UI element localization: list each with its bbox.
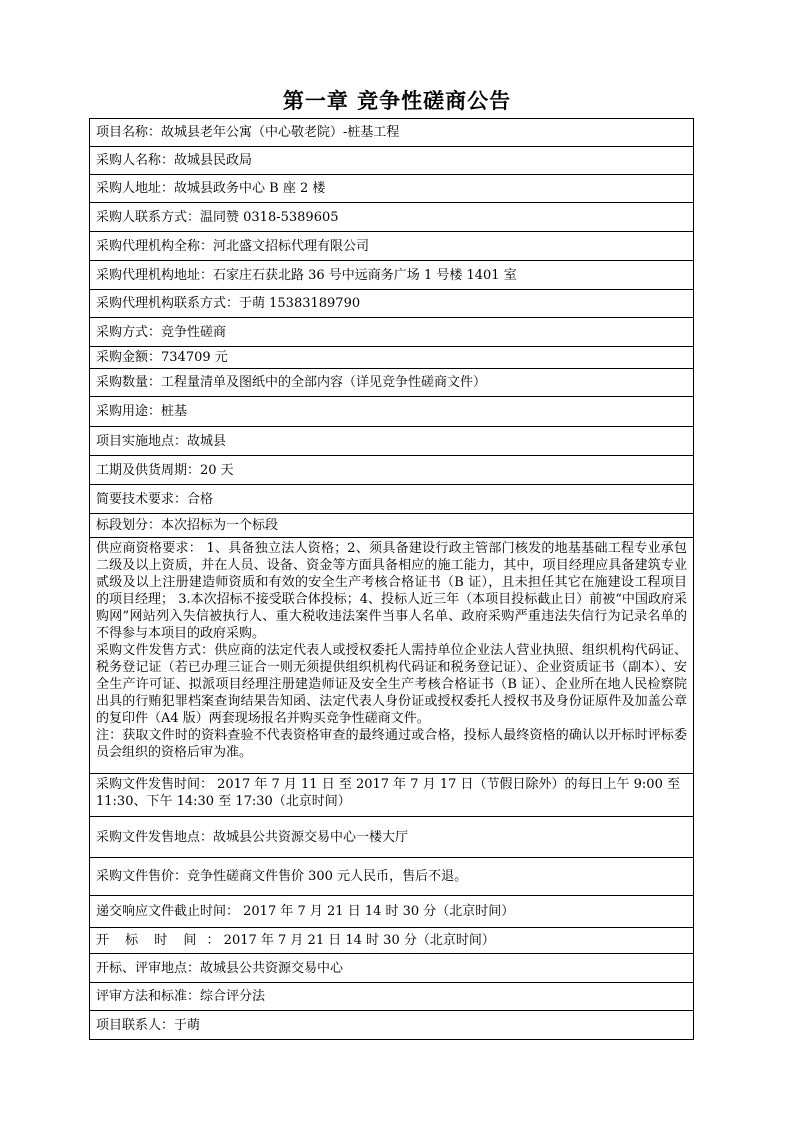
row-procurement-amount: 采购金额：734709 元	[90, 347, 694, 369]
row-sale-place: 采购文件发售地点：故城县公共资源交易中心一楼大厅	[90, 817, 694, 858]
row-agency-address: 采购代理机构地址：石家庄石获北路 36 号中远商务广场 1 号楼 1401 室	[90, 261, 694, 290]
row-schedule: 工期及供货周期：20 天	[90, 456, 694, 485]
page-title: 第一章 竞争性磋商公告	[282, 89, 512, 113]
row-procurement-usage: 采购用途：桩基	[90, 397, 694, 427]
row-purchaser-name: 采购人名称：故城县民政局	[90, 147, 694, 175]
row-sale-price: 采购文件售价：竞争性磋商文件售价 300 元人民币，售后不退。	[90, 858, 694, 896]
row-procurement-quantity: 采购数量：工程量清单及图纸中的全部内容（详见竞争性磋商文件）	[90, 369, 694, 397]
row-opening-place: 开标、评审地点：故城县公共资源交易中心	[90, 954, 694, 983]
row-purchaser-address: 采购人地址：故城县政务中心 B 座 2 楼	[90, 175, 694, 203]
row-technical-requirements: 简要技术要求：合格	[90, 485, 694, 514]
row-evaluation-method: 评审方法和标准：综合评分法	[90, 983, 694, 1011]
qualification-note: 注：获取文件时的资料查验不代表资格审查的最终通过或合格，投标人最终资格的确认以开标时评标委员会组织的资格后审为准。	[96, 728, 687, 760]
row-project-name: 项目名称：故城县老年公寓（中心敬老院）-桩基工程	[90, 119, 694, 147]
notice-table	[89, 118, 694, 1040]
opening-time-value: ： 2017 年 7 月 21 日 14 时 30 分（北京时间）	[202, 933, 495, 948]
row-agency-name: 采购代理机构全称：河北盛文招标代理有限公司	[90, 232, 694, 261]
row-agency-contact: 采购代理机构联系方式：于萌 15383189790	[90, 290, 694, 318]
row-project-contact: 项目联系人：于萌	[90, 1011, 694, 1040]
row-lot-division: 标段划分：本次招标为一个标段	[90, 514, 694, 538]
row-purchaser-contact: 采购人联系方式：温同赞 0318-5389605	[90, 203, 694, 232]
row-procurement-method: 采购方式：竞争性磋商	[90, 318, 694, 347]
row-implementation-site: 项目实施地点：故城县	[90, 427, 694, 456]
row-sale-time: 采购文件发售时间： 2017 年 7 月 11 日 至 2017 年 7 月 17 日（节假日除外）的每日上午 9:00 至 11:30、下午 14:30 至 17:30（北京时间）	[90, 774, 694, 817]
qualification-requirements: 供应商资格要求： 1、具备独立法人资格；2、须具备建设行政主管部门核发的地基基础工程专业承包二级及以上资质，并在人员、设备、资金等方面具备相应的施工能力，其中，项目经理应具备建筑专业贰级及以上注册建造师资质和有效的安全生产考核合格证书（B 证），且未担任其它在施建设工程项目的项目经理； 3.本次招标不接受联合体投标；4、投标人近三年（本项目投标截止日）前被“中国政府采购网”网站列入失信被执行人、重大税收违法案件当事人名单、政府采购严重违法失信行为记录名单的不得参与本项目的政府采购。	[96, 541, 687, 641]
row-submission-deadline: 递交响应文件截止时间： 2017 年 7 月 21 日 14 时 30 分（北京时间）	[90, 896, 694, 928]
opening-time-label: 开 标 时 间	[96, 933, 203, 948]
row-qualification-block	[90, 538, 694, 774]
document-issuance-method: 采购文件发售方式：供应商的法定代表人或授权委托人需持单位企业法人营业执照、组织机构代码证、税务登记证（若已办理三证合一则无须提供组织机构代码证和税务登记证）、企业资质证书（副本）、安全生产许可证、拟派项目经理注册建造师证及安全生产考核合格证书（B 证）、企业所在地人民检察院出具的行贿犯罪档案查询结果告知函、法定代表人身份证或授权委托人授权书及身份证原件及加盖公章的复印件（A4 版）两套现场报名并购买竞争性磋商文件。	[96, 643, 687, 726]
row-opening-time	[90, 928, 694, 954]
